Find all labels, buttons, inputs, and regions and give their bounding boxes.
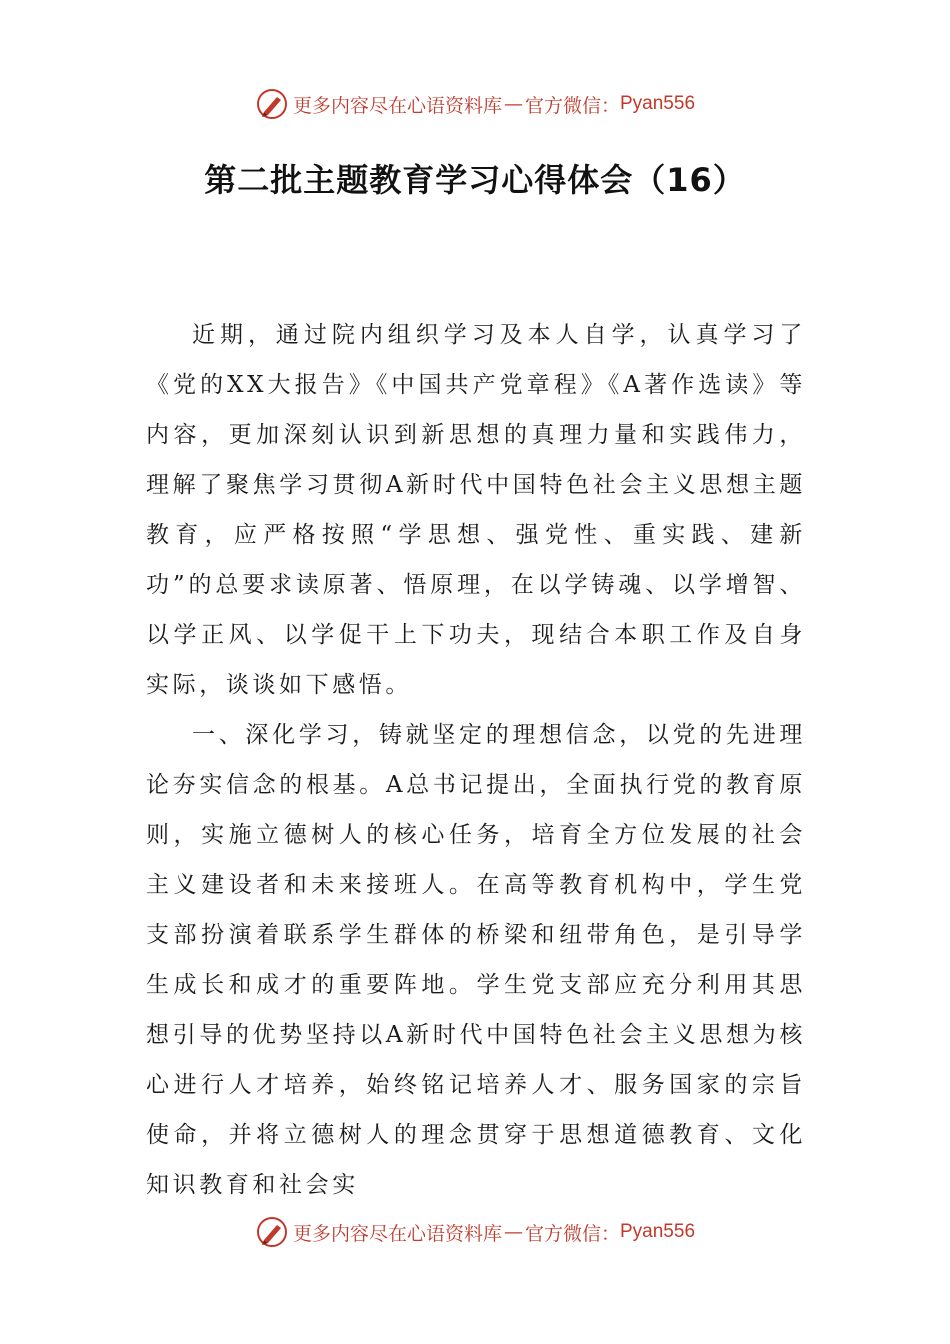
site-text: 更多内容尽在心语资料库 [292,1222,502,1245]
wechat-label: 官方微信： [524,1222,620,1245]
wechat-id: Pyan556 [620,1221,696,1242]
separator: — [503,1221,523,1243]
separator: — [503,93,523,115]
paragraph: 一、深化学习，铸就坚定的理想信念，以党的先进理论夯实信念的根基。A总书记提出，全面执行党的教育原则，实施立德树人的核心任务，培育全方位发展的社会主义建设者和未来接班人。在高等教育机构中，学生党支部扮演着联系学生群体的桥梁和纽带角色，是引导学生成长和成才的重要阵地。学生党支部应充分利用其思想引导的优势坚持以A新时代中国特色社会主义思想为核心进行人才培养，始终铭记培养人才、服务国家的宗旨使命，并将立德树人的理念贯穿于思想道德教育、文化知识教育和社会实 [146,722,806,1198]
footer-banner [0,1212,950,1252]
site-text: 更多内容尽在心语资料库 [292,94,502,117]
header-banner [0,84,950,124]
page-title: 第二批主题教育学习心得体会（16） [204,161,746,199]
wechat-label: 官方微信： [524,94,620,117]
paragraph: 近期，通过院内组织学习及本人自学，认真学习了《党的XX大报告》《中国共产党章程》《A著作选读》等内容，更加深刻认识到新思想的真理力量和实践伟力，理解了聚焦学习贯彻A新时代中国特色社会主义思想主题教育，应严格按照“学思想、强党性、重实践、建新功”的总要求读原著、悟原理，在以学铸魂、以学增智、以学正风、以学促干上下功夫，现结合本职工作及自身实际，谈谈如下感悟。 [146,322,806,698]
pen-logo-icon [255,87,289,121]
document-body [146,310,806,1210]
wechat-id: Pyan556 [620,93,696,114]
pen-logo-icon [255,1215,289,1249]
